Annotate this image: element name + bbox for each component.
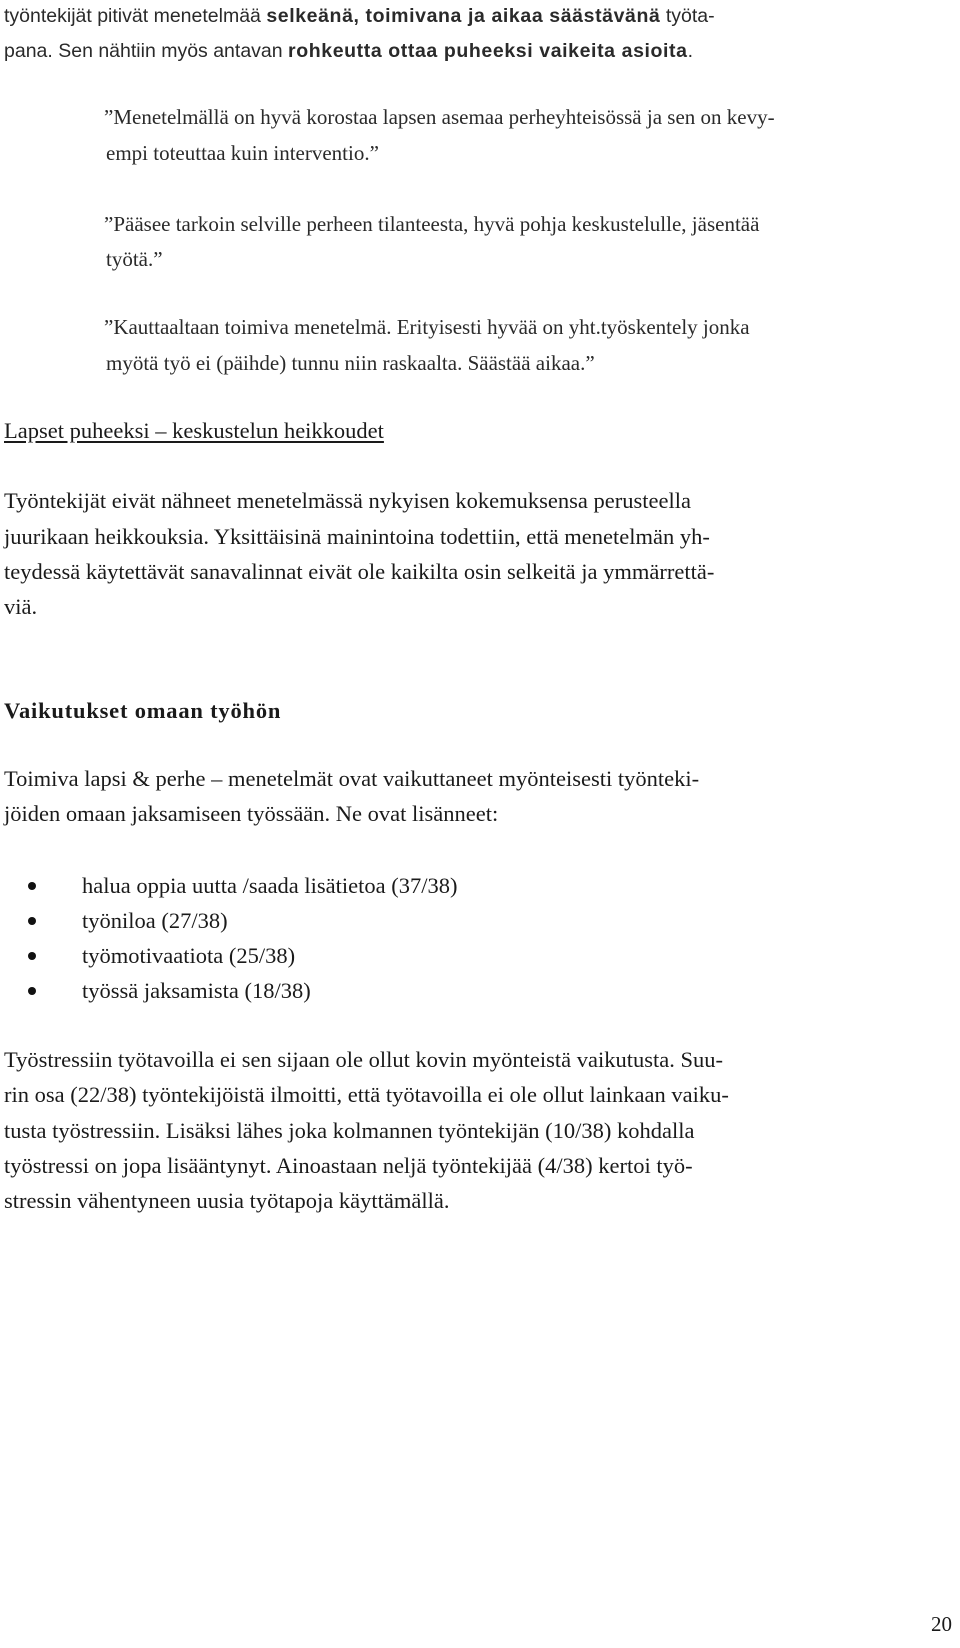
intro-text: työta- <box>660 5 715 27</box>
quote-2-line-1: ”Pääsee tarkoin selville perheen tilanteesta, hyvä pohja keskustelulle, jäsentää <box>104 212 760 236</box>
list-item-text: työssä jaksamista (18/38) <box>82 978 311 1003</box>
intro-text: pana. Sen nähtiin myös antavan <box>4 40 289 62</box>
bullet-icon <box>28 882 36 890</box>
page-number: 20 <box>931 1612 952 1636</box>
intro-line-1 <box>4 2 715 30</box>
list-item-text: työmotivaatiota (25/38) <box>82 943 296 968</box>
bullet-icon <box>28 952 36 960</box>
paragraph-line: työstressi on jopa lisääntynyt. Ainoastaan neljä työntekijää (4/38) kertoi työ- <box>4 1153 693 1178</box>
paragraph-line: tusta työstressiin. Lisäksi lähes joka kolmannen työntekijän (10/38) kohdalla <box>4 1118 695 1143</box>
intro-text: työntekijät pitivät menetelmää <box>4 5 267 27</box>
paragraph-line: teydessä käytettävät sanavalinnat eivät ole kaikilta osin selkeitä ja ymmärrettä- <box>4 559 715 584</box>
quote-1-line-2: empi toteuttaa kuin interventio.” <box>106 141 379 165</box>
intro-emphasis: rohkeutta ottaa puheeksi vaikeita asioita <box>288 40 688 62</box>
section-heading-weaknesses: Lapset puheeksi – keskustelun heikkoudet <box>4 418 384 443</box>
quote-3-line-2: myötä työ ei (päihde) tunnu niin raskaalta. Säästää aikaa.” <box>106 351 595 375</box>
quote-3-line-1: ”Kauttaaltaan toimiva menetelmä. Erityisesti hyvää on yht.työskentely jonka <box>104 315 750 339</box>
intro-text: . <box>687 40 694 62</box>
paragraph-line: stressin vähentyneen uusia työtapoja käyttämällä. <box>4 1188 450 1213</box>
bullet-icon <box>28 917 36 925</box>
intro-line-2 <box>4 37 693 65</box>
list-item-text: työniloa (27/38) <box>82 908 228 933</box>
paragraph-line: Työstressiin työtavoilla ei sen sijaan ole ollut kovin myönteistä vaikutusta. Suu- <box>4 1047 723 1072</box>
section-heading-effects: Vaikutukset omaan työhön <box>4 698 282 723</box>
bullet-icon <box>28 987 36 995</box>
intro-emphasis: selkeänä, toimivana ja aikaa säästävänä <box>266 5 661 27</box>
paragraph-line: rin osa (22/38) työntekijöistä ilmoitti, että työtavoilla ei ole ollut lainkaan vaiku- <box>4 1082 729 1107</box>
paragraph-line: viä. <box>4 594 38 619</box>
list-item-text: halua oppia uutta /saada lisätietoa (37/38) <box>82 873 458 898</box>
paragraph-line: juurikaan heikkouksia. Yksittäisinä mainintoina todettiin, että menetelmän yh- <box>4 524 710 549</box>
quote-2-line-2: työtä.” <box>106 247 163 271</box>
paragraph-line: Toimiva lapsi & perhe – menetelmät ovat vaikuttaneet myönteisesti työnteki- <box>4 766 700 791</box>
paragraph-line: jöiden omaan jaksamiseen työssään. Ne ovat lisänneet: <box>4 801 499 826</box>
quote-1-line-1: ”Menetelmällä on hyvä korostaa lapsen asemaa perheyhteisössä ja sen on kevy- <box>104 105 775 129</box>
paragraph-line: Työntekijät eivät nähneet menetelmässä nykyisen kokemuksensa perusteella <box>4 488 691 513</box>
